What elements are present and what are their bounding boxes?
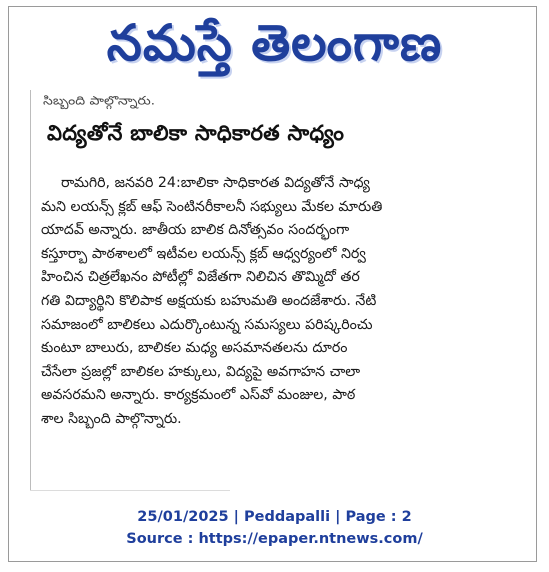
edition-info: 25/01/2025 | Peddapalli | Page : 2: [137, 509, 412, 525]
source-footer: [0, 506, 549, 550]
clipped-previous-text: సిబ్బంది పాల్గొన్నారు.: [43, 94, 156, 108]
article-line: అవసరమని అన్నారు. కార్యక్రమంలో ఎస్‌వో మంజుల, పాఠ: [41, 387, 356, 404]
source-link[interactable]: Source : https://epaper.ntnews.com/: [126, 531, 423, 547]
article-line: మని లయన్స్ క్లబ్ ఆఫ్ సెంటినరీకాలనీ సభ్యులు మేకల మారుతి: [41, 198, 383, 215]
clip-bottom-divider: [30, 490, 230, 491]
newspaper-masthead: నమస్తే తెలంగాణ: [106, 14, 443, 72]
article-line: గతి విద్యార్థిని కొలిపాక అక్షయకు బహుమతి అందజేశారు. నేటి: [41, 292, 377, 309]
article-headline: విద్యతోనే బాలికా సాధికారత సాధ్యం: [47, 121, 345, 145]
article-line: కుంటూ బాలురు, బాలికల మధ్య అసమానతలను దూరం: [41, 340, 348, 357]
article-line: శాల సిబ్బంది పాల్గొన్నారు.: [41, 410, 182, 427]
article-body: [41, 172, 511, 432]
article-line: యాదవ్ అన్నారు. జాతీయ బాలిక దినోత్సవం సందర్భంగా: [41, 222, 350, 239]
article-line: సమాజంలో బాలికలు ఎదుర్కొంటున్న సమస్యలు పరిష్కరించు: [41, 316, 373, 333]
article-line: రామగిరి, జనవరి 24:బాలికా సాధికారత విద్యతోనే సాధ్య: [61, 175, 370, 191]
article-line: కస్తూర్బా పాఠశాలలో ఇటీవల లయన్స్ క్లబ్ ఆధ్వర్యంలో నిర్వ: [41, 245, 366, 262]
news-clipping: [30, 90, 517, 490]
article-line: చేసేలా ప్రజల్లో బాలికల హక్కులు, విద్యపై అవగాహన చాలా: [41, 363, 361, 380]
article-line: హించిన చిత్రలేఖనం పోటీల్లో విజేతగా నిలిచిన తొమ్మిదో తర: [41, 269, 360, 286]
